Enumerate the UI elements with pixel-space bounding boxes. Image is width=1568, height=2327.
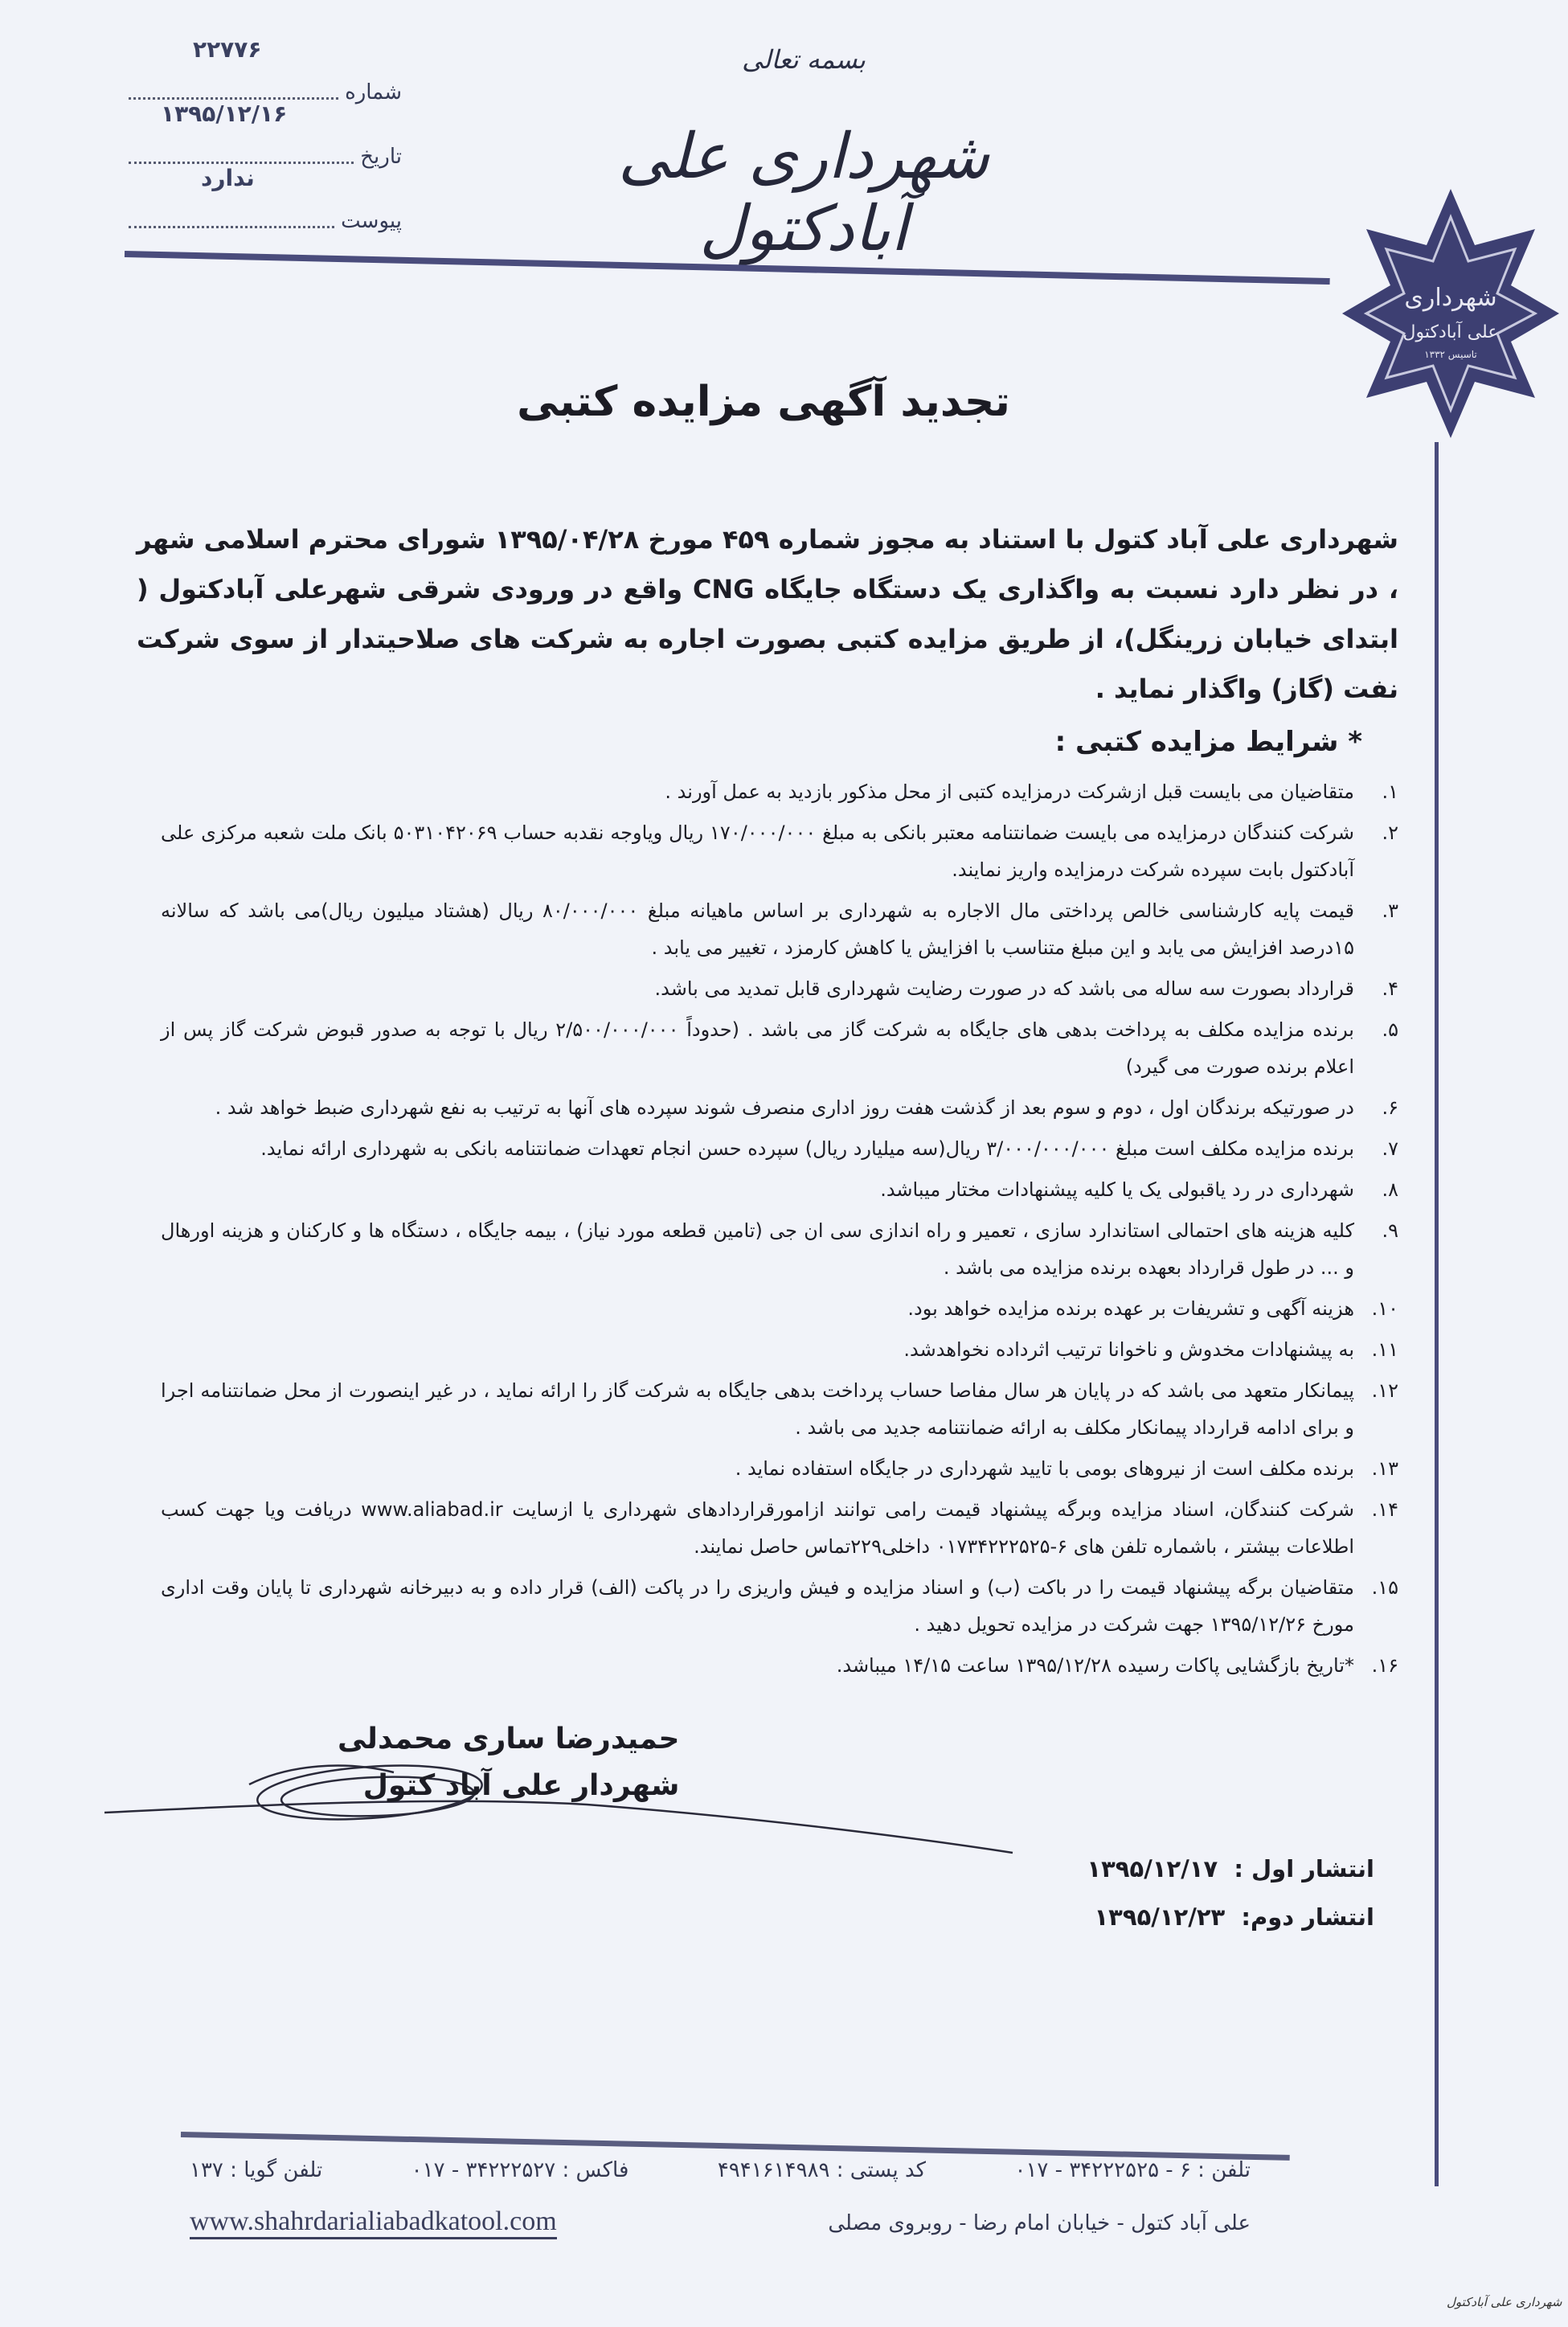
first-publication-date: ۱۳۹۵/۱۲/۱۷ bbox=[1087, 1855, 1218, 1882]
condition-text: کلیه هزینه های احتمالی استاندارد سازی ، تعمیر و راه اندازی سی ان جی (تامین قطعه مورد نیاز) ، بیمه جایگاه ، دستگاه ها و کارکنان و هزینه اورهال و ... در طول قرارداد بعهده برنده مزایده می باشد . bbox=[161, 1219, 1354, 1279]
second-publication-label: انتشار دوم: bbox=[1241, 1903, 1374, 1931]
conditions-list bbox=[161, 773, 1398, 1684]
intro-paragraph: شهرداری علی آباد کتول با استناد به مجوز شماره ۴۵۹ مورخ ۱۳۹۵/۰۴/۲۸ شورای محترم اسلامی شهر ، در نظر دارد نسبت به واگذاری یک دستگاه جایگاه CNG واقع در ورودی شرقی شهرعلی آبادکتول ( ابتدای خیابان زرینگل)، از طریق مزایده کتبی بصورت اجاره به شرکت های صلاحیتدار از سوی شرکت نفت (گاز) واگذار نماید . bbox=[137, 524, 1399, 704]
basmala: بسمه تعالی bbox=[742, 44, 866, 75]
signer-role: شهردار علی آباد کتول bbox=[362, 1769, 680, 1802]
condition-item bbox=[161, 1569, 1398, 1643]
condition-number: ۱. bbox=[1382, 780, 1398, 803]
condition-text: قیمت پایه کارشناسی خالص پرداختی مال الاجاره به شهرداری بر اساس ماهیانه مبلغ ۸۰/۰۰۰/۰۰۰ ریال (هشتاد میلیون ریال)می باشد که سالانه ۱۵درصد افزایش می یابد و این مبلغ متناسب با افزایش یا کاهش کارمزد ، تغییر می یابد . bbox=[161, 899, 1354, 959]
closing-section bbox=[137, 1716, 1398, 1957]
condition-number: ۱۲. bbox=[1371, 1379, 1398, 1402]
condition-number: ۷. bbox=[1382, 1137, 1398, 1160]
condition-text: شرکت کنندگان، اسناد مزایده وبرگه پیشنهاد قیمت رامی توانند ازامورقراردادهای شهرداری یا ازسایت www.aliabad.ir دریافت ویا جهت کسب اطلاعات بیشتر ، باشماره تلفن های ۶-۰۱۷۳۴۲۲۲۵۲۵ داخلی۲۲۹تماس حاصل نمایند. bbox=[161, 1498, 1354, 1558]
condition-item bbox=[161, 1089, 1398, 1126]
condition-item bbox=[161, 1212, 1398, 1286]
condition-text: پیمانکار متعهد می باشد که در پایان هر سال مفاصا حساب پرداخت بدهی جایگاه به شرکت گاز را ارائه نماید ، در غیر اینصورت از محل ضمانتنامه اجرا و برای ادامه قرارداد پیمانکار مکلف به ارائه ضمانتنامه جدید می باشد . bbox=[161, 1379, 1354, 1439]
condition-item bbox=[161, 1491, 1398, 1565]
condition-number: ۶. bbox=[1382, 1096, 1398, 1119]
condition-number: ۱۵. bbox=[1371, 1576, 1398, 1599]
footer-address-row bbox=[190, 2206, 1251, 2239]
condition-item bbox=[161, 1450, 1398, 1487]
condition-number: ۱۴. bbox=[1371, 1498, 1398, 1521]
attachment-value: ندارد bbox=[201, 165, 255, 191]
condition-number: ۱۳. bbox=[1371, 1457, 1398, 1480]
footer-website-link[interactable]: www.shahrdarialiabadkatool.com bbox=[190, 2206, 557, 2239]
condition-number: ۵. bbox=[1382, 1018, 1398, 1041]
document-body bbox=[137, 514, 1398, 1957]
footer-postal-code: کد پستی : ۴۹۴۱۶۱۴۹۸۹ bbox=[717, 2158, 927, 2182]
svg-text:تاسیس ۱۳۳۲: تاسیس ۱۳۳۲ bbox=[1424, 349, 1477, 360]
condition-number: ۹. bbox=[1382, 1219, 1398, 1242]
attachment-field bbox=[129, 193, 402, 233]
watermark: شهرداری علی آبادکتول bbox=[1447, 2295, 1562, 2309]
condition-text: هزینه آگهی و تشریفات بر عهده برنده مزایده خواهد بود. bbox=[907, 1297, 1354, 1320]
date-label: تاریخ bbox=[360, 145, 402, 169]
number-label: شماره bbox=[345, 80, 402, 104]
signature-block bbox=[338, 1716, 679, 1809]
footer-phone: تلفن : ۶ - ۳۴۲۲۲۵۲۵ - ۰۱۷ bbox=[1014, 2158, 1251, 2182]
first-publication bbox=[1079, 1853, 1374, 1885]
condition-text: متقاضیان می بایست قبل ازشرکت درمزایده کتبی از محل مذکور بازدید به عمل آورند . bbox=[665, 780, 1354, 803]
condition-text: قرارداد بصورت سه ساله می باشد که در صورت رضایت شهرداری قابل تمدید می باشد. bbox=[654, 977, 1354, 1000]
margin-rule bbox=[1435, 442, 1439, 2186]
signer-name: حمیدرضا ساری محمدلی bbox=[338, 1723, 680, 1755]
second-publication bbox=[1086, 1901, 1374, 1933]
dotted-line bbox=[129, 226, 334, 228]
first-publication-label: انتشار اول : bbox=[1234, 1855, 1374, 1882]
condition-text: متقاضیان برگه پیشنهاد قیمت را در باکت (ب) و اسناد مزایده و فیش واریزی را در پاکت (الف) قرار داده و به دبیرخانه شهرداری تا پایان وقت اداری مورخ ۱۳۹۵/۱۲/۲۶ جهت شرکت در مزایده تحویل دهید . bbox=[161, 1576, 1354, 1636]
condition-number: ۴. bbox=[1382, 977, 1398, 1000]
attachment-label: پیوست bbox=[341, 209, 402, 233]
condition-text: شهرداری در رد یاقبولی یک یا کلیه پیشنهادات مختار میباشد. bbox=[880, 1178, 1354, 1201]
svg-text:علی آبادکتول: علی آبادکتول bbox=[1402, 322, 1499, 342]
condition-text: در صورتیکه برندگان اول ، دوم و سوم بعد از گذشت هفت روز اداری منصرف شوند سپرده های آنها به ترتیب به نفع شهرداری ضبط خواهد شد . bbox=[215, 1096, 1354, 1119]
condition-item bbox=[161, 1130, 1398, 1167]
condition-text: به پیشنهادات مخدوش و ناخوانا ترتیب اثرداده نخواهدشد. bbox=[903, 1338, 1354, 1361]
condition-item bbox=[161, 970, 1398, 1007]
footer-fax: فاکس : ۳۴۲۲۲۵۲۷ - ۰۱۷ bbox=[411, 2158, 629, 2182]
second-publication-date: ۱۳۹۵/۱۲/۲۳ bbox=[1094, 1903, 1226, 1931]
condition-number: ۲. bbox=[1382, 821, 1398, 844]
condition-item bbox=[161, 892, 1398, 966]
condition-text: برنده مکلف است از نیروهای بومی با تایید شهرداری در جایگاه استفاده نماید . bbox=[735, 1457, 1354, 1480]
condition-item bbox=[161, 814, 1398, 888]
condition-text: شرکت کنندگان درمزایده می بایست ضمانتنامه معتبر بانکی به مبلغ ۱۷۰/۰۰۰/۰۰۰ ریال ویاوجه نقدبه حساب ۵۰۳۱۰۴۲۰۶۹ بانک ملت شعبه مرکزی علی آبادکتول بابت سپرده شرکت درمزایده واریز نمایند. bbox=[161, 821, 1355, 881]
date-value: ۱۳۹۵/۱۲/۱۶ bbox=[161, 100, 288, 127]
municipality-logo-title: شهرداری علی آبادکتول bbox=[618, 121, 989, 265]
condition-item bbox=[161, 1372, 1398, 1446]
conditions-heading: * شرایط مزایده کتبی : bbox=[1054, 726, 1362, 758]
condition-number: ۳. bbox=[1382, 899, 1398, 922]
document-title: تجدید آگهی مزایده کتبی bbox=[517, 378, 1010, 426]
footer-address: علی آباد کتول - خیابان امام رضا - روبروی مصلی bbox=[828, 2211, 1251, 2235]
condition-text: برنده مزایده مکلف است مبلغ ۳/۰۰۰/۰۰۰/۰۰۰ ریال(سه میلیارد ریال) سپرده حسن انجام تعهدات ضمانتنامه بانکی به شهرداری ارائه نماید. bbox=[260, 1137, 1354, 1160]
number-value: ۲۲۷۷۶ bbox=[193, 36, 262, 63]
svg-text:شهرداری: شهرداری bbox=[1404, 284, 1497, 312]
municipality-emblem-icon bbox=[1338, 185, 1563, 442]
dotted-line bbox=[129, 162, 354, 164]
condition-text: برنده مزایده مکلف به پرداخت بدهی های جایگاه به شرکت گاز می باشد . (حدوداً ۲/۵۰۰/۰۰۰/۰۰۰ ریال با توجه به صدور قبوض شرکت گاز پس از اعلام برنده صورت می گیرد) bbox=[161, 1018, 1354, 1078]
number-field bbox=[129, 64, 402, 104]
footer-voice-phone: تلفن گویا : ۱۳۷ bbox=[190, 2158, 323, 2182]
footer-contact-row bbox=[190, 2158, 1251, 2182]
condition-item bbox=[161, 1647, 1398, 1684]
condition-number: ۱۶. bbox=[1371, 1654, 1398, 1677]
condition-item bbox=[161, 773, 1398, 810]
condition-number: ۸. bbox=[1382, 1178, 1398, 1201]
dotted-line bbox=[129, 97, 338, 100]
condition-item bbox=[161, 1171, 1398, 1208]
condition-number: ۱۰. bbox=[1371, 1297, 1398, 1320]
condition-item bbox=[161, 1290, 1398, 1327]
date-field bbox=[129, 129, 402, 169]
condition-item bbox=[161, 1331, 1398, 1368]
footer-divider bbox=[181, 2132, 1290, 2161]
condition-text: *تاریخ بازگشایی پاکات رسیده ۱۳۹۵/۱۲/۲۸ ساعت ۱۴/۱۵ میباشد. bbox=[836, 1654, 1354, 1677]
condition-item bbox=[161, 1011, 1398, 1085]
condition-number: ۱۱. bbox=[1371, 1338, 1398, 1361]
